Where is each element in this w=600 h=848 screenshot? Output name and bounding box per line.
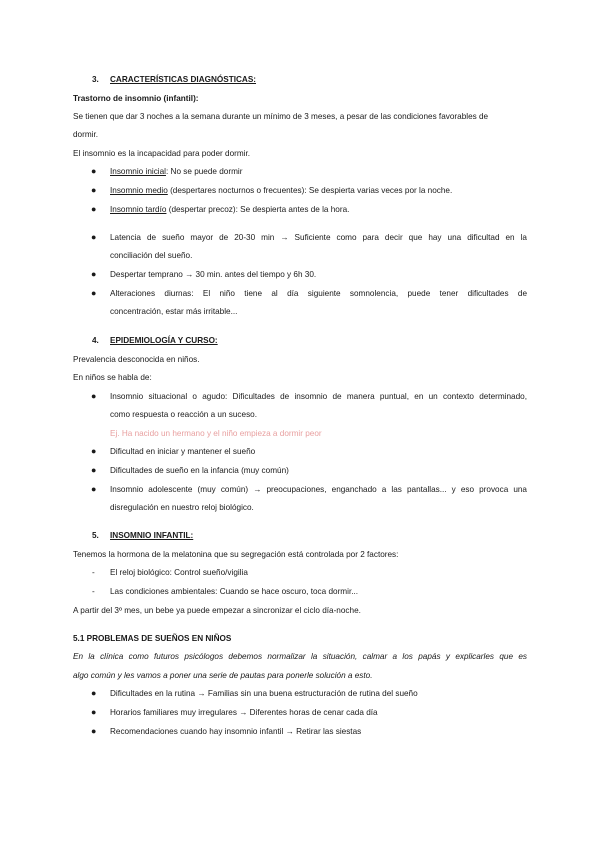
section-3-title: CARACTERÍSTICAS DIAGNÓSTICAS: xyxy=(110,75,257,84)
bullet-icon: ● xyxy=(91,185,97,195)
list-item: Dificultades en la rutina → Familias sin una buena estructuración de rutina del sueño xyxy=(110,689,418,698)
section-4-title: EPIDEMIOLOGÍA Y CURSO: xyxy=(110,336,218,345)
list-item-line: Latencia de sueño mayor de 20-30 min → Suficiente como para decir que hay una dificultad en la xyxy=(110,233,527,242)
bullet-icon: ● xyxy=(91,232,97,242)
list-item-line: Insomnio situacional o agudo: Dificultades de insomnio de manera puntual, en un contexto determinado, xyxy=(110,392,527,401)
bullet-icon: ● xyxy=(91,446,97,456)
section-3-subtitle: Trastorno de insomnio (infantil): xyxy=(73,94,199,103)
list-item-line: concentración, estar más irritable... xyxy=(110,307,238,316)
list-item-line: Alteraciones diurnas: El niño tiene al día siguiente somnolencia, puede tener dificultades de xyxy=(110,289,527,298)
bullet-icon: ● xyxy=(91,688,97,698)
dash-icon: - xyxy=(92,568,95,577)
list-item-line: disregulación en nuestro reloj biológico. xyxy=(110,503,254,512)
list-item-text: : No se puede dormir xyxy=(165,167,243,176)
section-4-number: 4. xyxy=(92,336,99,345)
section-3-paragraph-1a: Se tienen que dar 3 noches a la semana durante un mínimo de 3 meses, a pesar de las condiciones favorables de xyxy=(73,112,489,121)
list-item-line: como respuesta o reacción a un suceso. xyxy=(110,410,258,419)
bullet-icon: ● xyxy=(91,288,97,298)
list-item: El reloj biológico: Control sueño/vigilia xyxy=(110,568,248,577)
list-item-term: Insomnio tardío xyxy=(110,205,167,214)
section-5-1-intro-b: algo común y les vamos a poner una serie de pautas para ponerle solución a esto. xyxy=(73,671,373,680)
list-item-line: Insomnio adolescente (muy común) → preocupaciones, enganchado a las pantallas... y eso provoca una xyxy=(110,485,527,494)
section-5-paragraph-2: A partir del 3º mes, un bebe ya puede empezar a sincronizar el ciclo día-noche. xyxy=(73,606,361,615)
list-item: Despertar temprano → 30 min. antes del tiempo y 6h 30. xyxy=(110,270,317,279)
list-item xyxy=(110,204,349,215)
dash-icon: - xyxy=(92,587,95,596)
list-item xyxy=(110,185,452,196)
bullet-icon: ● xyxy=(91,484,97,494)
section-3-paragraph-1b: dormir. xyxy=(73,130,99,139)
bullet-icon: ● xyxy=(91,269,97,279)
section-5-paragraph-1: Tenemos la hormona de la melatonina que su segregación está controlada por 2 factores: xyxy=(73,550,399,559)
section-5-number: 5. xyxy=(92,531,99,540)
section-3-number: 3. xyxy=(92,75,99,84)
bullet-icon: ● xyxy=(91,726,97,736)
list-item: Horarios familiares muy irregulares → Diferentes horas de cenar cada día xyxy=(110,708,378,717)
bullet-icon: ● xyxy=(91,204,97,214)
section-5-1-title: 5.1 PROBLEMAS DE SUEÑOS EN NIÑOS xyxy=(73,634,232,643)
section-3-paragraph-2: El insomnio es la incapacidad para poder dormir. xyxy=(73,149,251,158)
list-item xyxy=(110,166,242,177)
list-item-line: conciliación del sueño. xyxy=(110,251,193,260)
section-4-paragraph-1: Prevalencia desconocida en niños. xyxy=(73,355,200,364)
list-item: Recomendaciones cuando hay insomnio infantil → Retirar las siestas xyxy=(110,727,362,736)
section-5-title: INSOMNIO INFANTIL: xyxy=(110,531,194,540)
bullet-icon: ● xyxy=(91,166,97,176)
list-item: Dificultades de sueño en la infancia (muy común) xyxy=(110,466,289,475)
list-item-text: (despertar precoz): Se despierta antes de la hora. xyxy=(166,205,350,214)
section-4-paragraph-2: En niños se habla de: xyxy=(73,373,152,382)
bullet-icon: ● xyxy=(91,707,97,717)
example-note: Ej. Ha nacido un hermano y el niño empieza a dormir peor xyxy=(110,429,322,438)
list-item: Las condiciones ambientales: Cuando se hace oscuro, toca dormir... xyxy=(110,587,359,596)
list-item: Dificultad en iniciar y mantener el sueño xyxy=(110,447,256,456)
section-5-1-intro-a: En la clínica como futuros psicólogos debemos normalizar la situación, calmar a los papás y explicarles que es xyxy=(73,652,527,661)
list-item-text: (despertares nocturnos o frecuentes): Se despierta varias veces por la noche. xyxy=(167,186,453,195)
bullet-icon: ● xyxy=(91,465,97,475)
bullet-icon: ● xyxy=(91,391,97,401)
list-item-term: Insomnio inicial xyxy=(110,167,166,176)
list-item-term: Insomnio medio xyxy=(110,186,168,195)
